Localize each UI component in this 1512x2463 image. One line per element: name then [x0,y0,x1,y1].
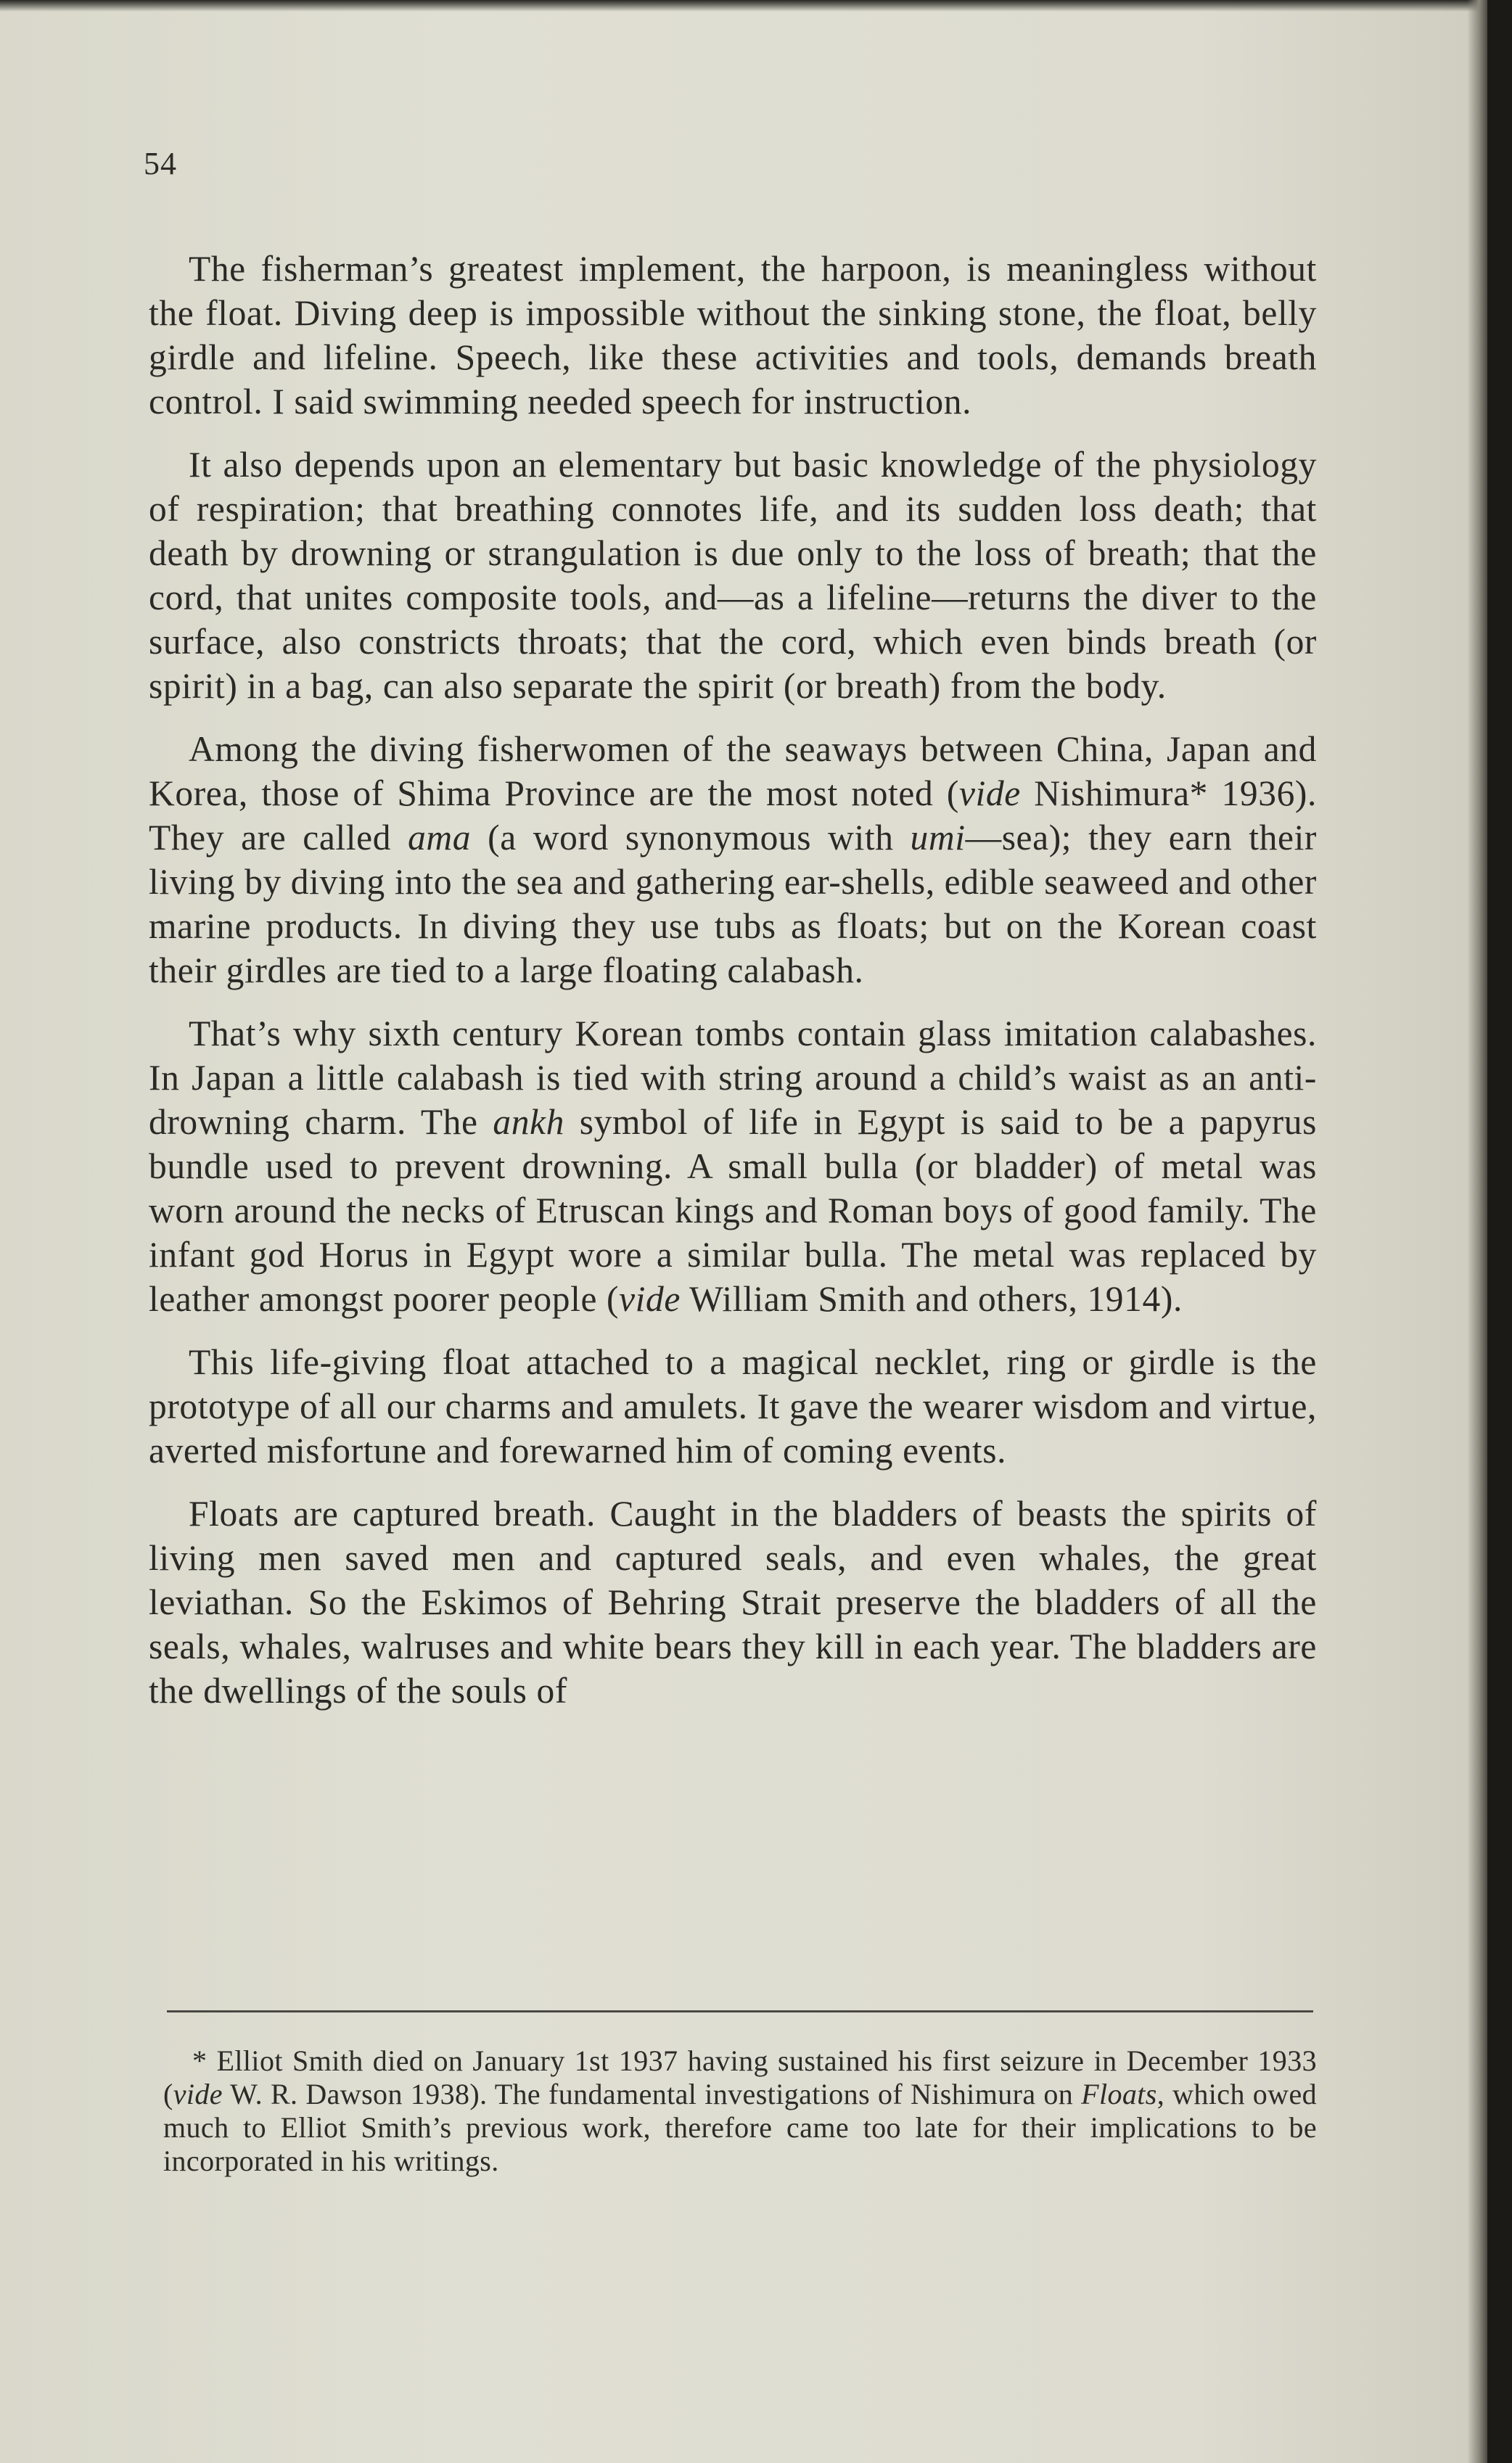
paragraph-6-text: Floats are captured breath. Caught in the bladders of beasts the spirits of living men saved men and captured seals, and even whales, the great leviathan. So the Eskimos of Behring Strait preserve the bladders of all the seals, whales, walruses and white bears they kill in each year. The bladders are the dwellings of the souls of [149,1494,1317,1711]
paragraph-5 [149,1340,1317,1473]
italic-ankh: ankh [493,1102,564,1142]
page-binding-edge [1467,0,1487,2463]
footnote-rule [167,2010,1313,2012]
italic-vide: vide [619,1279,681,1319]
paragraph-3-text-2: Nishimura* 1936). They are called [149,773,1317,858]
paragraph-2-text: It also depends upon an elementary but basic knowledge of the physiology of respiration; that breathing connotes life, and its sudden loss death; that death by drowning or strangulation is due only to the loss of breath; that the cord, that unites composite tools, and—as a lifeline—returns the diver to the surface, also constricts throats; that the cord, which even binds breath (or spirit) in a bag, can also separate the spirit (or breath) from the body. [149,445,1317,706]
italic-vide: vide [173,2078,223,2110]
italic-umi: umi [910,818,966,858]
page-top-shadow [0,0,1487,12]
paragraph-1-text: The fisherman’s greatest implement, the harpoon, is meaningless without the float. Diving deep is impossible without the sinking stone, the float, belly girdle and lifeline. Speech, like these activities and tools, demands breath control. I said swimming needed speech for instruction. [149,249,1317,422]
page-number: 54 [144,146,177,181]
paragraph-2 [149,443,1317,708]
paragraph-6 [149,1492,1317,1713]
paragraph-5-text: This life-giving float attached to a magical necklet, ring or girdle is the prototype of all our charms and amulets. It gave the wearer wisdom and virtue, averted misfortune and forewarned him of coming events. [149,1342,1317,1471]
paragraph-4 [149,1011,1317,1321]
footnote-text: * Elliot Smith died on January 1st 1937 having sustained his first seizure in December 1933 ( [163,2044,1317,2110]
paragraph-1 [149,247,1317,424]
paragraph-4-text: That’s why sixth century Korean tombs contain glass imitation calabashes. In Japan a little calabash is tied with string around a child’s waist as an anti-drowning charm. The [149,1013,1317,1142]
paragraph-4-text-3: William Smith and others, 1914). [680,1279,1183,1319]
footnote [163,2044,1317,2178]
paragraph-4-text-2: symbol of life in Egypt is said to be a papyrus bundle used to prevent drowning. A small bulla (or bladder) of metal was worn around the necks of Etruscan kings and Roman boys of good family. The infant god Horus in Egypt wore a similar bulla. The metal was replaced by leather amongst poorer people ( [149,1102,1317,1319]
footnote-text-3: , which owed much to Elliot Smith’s previous work, therefore came too late for their implications to be incorporated in his writings. [163,2078,1317,2177]
italic-ama: ama [408,818,472,858]
italic-vide: vide [958,773,1021,813]
paragraph-3-text-3: (a word synonymous with [471,818,911,858]
body-text [149,247,1317,1732]
italic-floats: Floats [1081,2078,1157,2110]
paragraph-3-text: Among the diving fisherwomen of the seaways between China, Japan and Korea, those of Shima Province are the most noted ( [149,729,1317,813]
paragraph-3-text-4: —sea); they earn their living by diving into the sea and gathering ear-shells, edible seaweed and other marine products. In diving they use tubs as floats; but on the Korean coast their girdles are tied to a large floating calabash. [149,818,1318,990]
footnote-text-2: W. R. Dawson 1938). The fundamental investigations of Nishimura on [222,2078,1082,2110]
paragraph-3 [149,727,1317,992]
